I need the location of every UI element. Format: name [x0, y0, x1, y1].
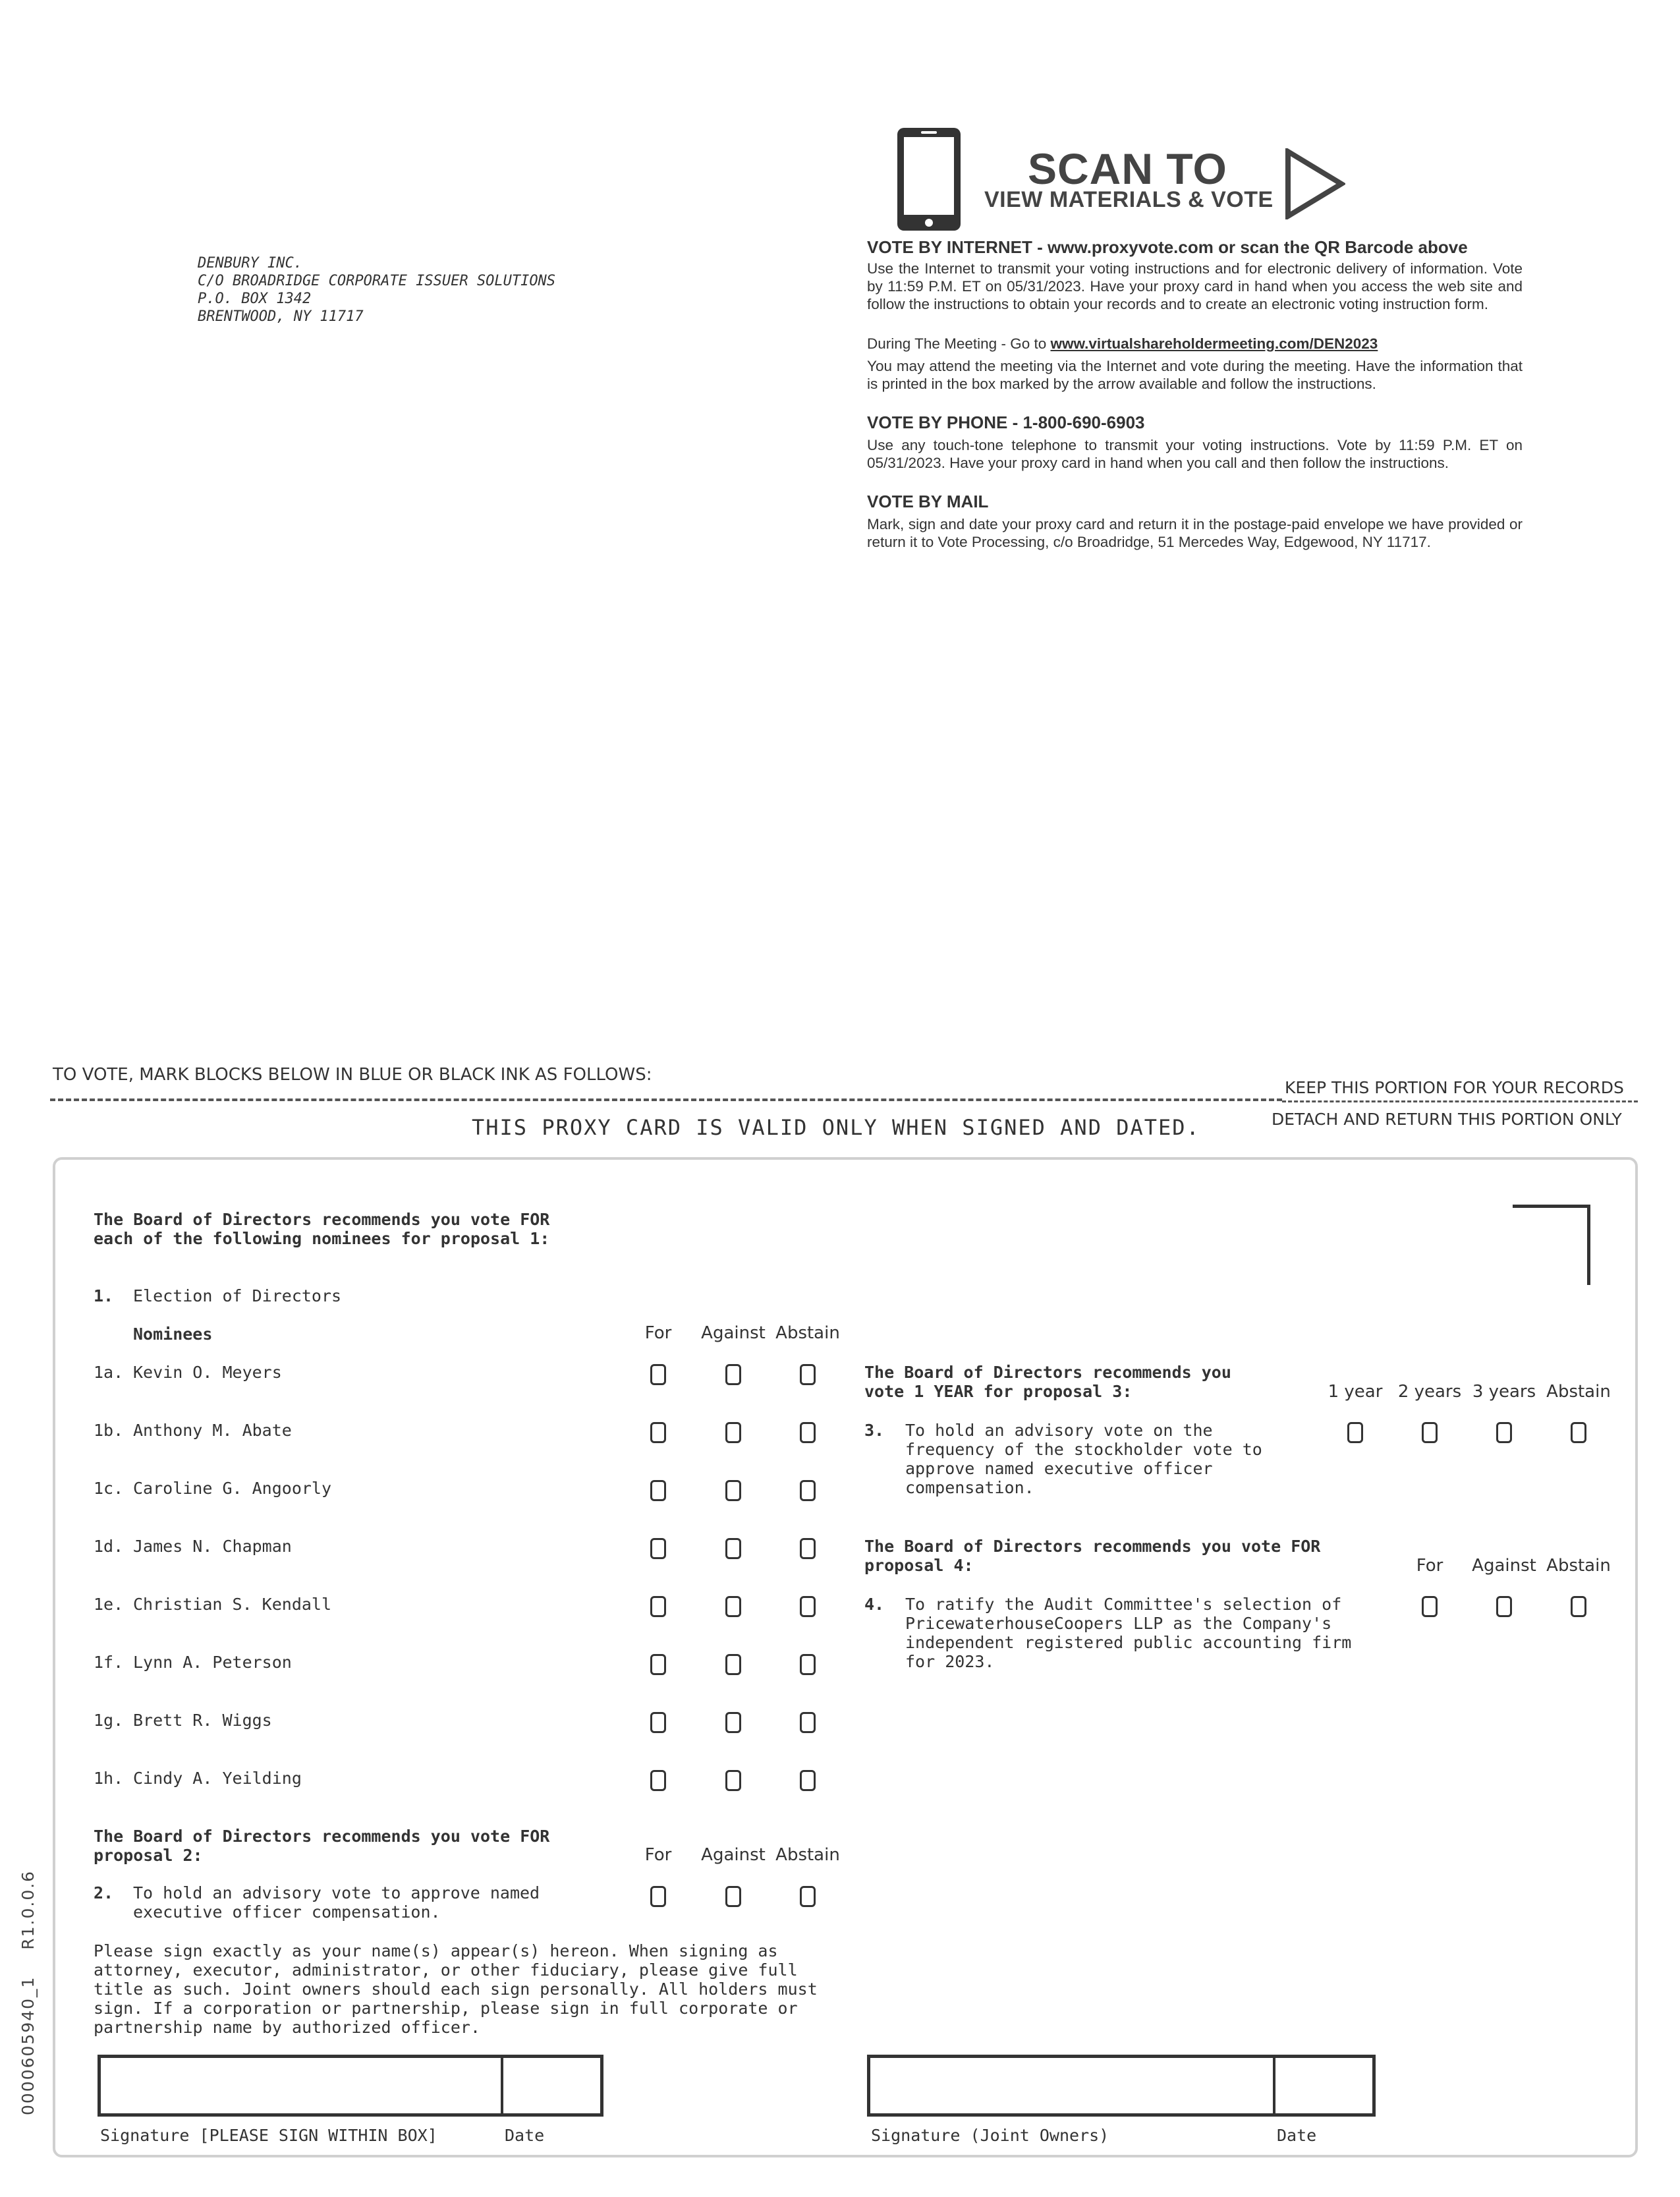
address-line: P.O. BOX 1342 [198, 291, 312, 307]
proposal-3-text: frequency of the stockholder vote to [905, 1440, 1262, 1459]
board-recommendation-3: vote 1 YEAR for proposal 3: [864, 1382, 1133, 1401]
valid-notice: THIS PROXY CARD IS VALID ONLY WHEN SIGNED AND DATED. [472, 1115, 1200, 1140]
vote-abstain-checkbox[interactable] [800, 1538, 816, 1559]
address-line: C/O BROADRIDGE CORPORATE ISSUER SOLUTIONS [198, 273, 556, 289]
vote-for-checkbox[interactable] [650, 1538, 666, 1559]
nominee-name: Caroline G. Angoorly [133, 1479, 332, 1498]
board-recommendation-2: proposal 2: [94, 1846, 203, 1865]
signing-instruction: title as such. Joint owners should each sign personally. All holders must [94, 1980, 818, 1999]
nominee-name: Christian S. Kendall [133, 1595, 332, 1614]
mail-text: Mark, sign and date your proxy card and return it in the postage-paid envelope we have provided or return it to Vote Processing, c/o Broadridge, 51 Mercedes Way, Edgewood, NY 11717. [867, 516, 1523, 550]
vote-against-checkbox[interactable] [725, 1654, 741, 1675]
vote-2-years-checkbox[interactable] [1422, 1422, 1438, 1443]
address-line: BRENTWOOD, NY 11717 [198, 308, 364, 325]
proposal-2-text: To hold an advisory vote to approve named [133, 1883, 540, 1902]
proposal-2-text: executive officer compensation. [133, 1902, 441, 1922]
form-id-code: 0000605940_1 R1.0.0.6 [18, 1869, 38, 2115]
proposal-3-text: To hold an advisory vote on the [905, 1421, 1213, 1440]
meeting-text: You may attend the meeting via the Internet and vote during the meeting. Have the information that is printed in the box marked by the arrow available and follow the instructions. [867, 358, 1523, 392]
vote-for-checkbox[interactable] [650, 1422, 666, 1443]
vote-1-year-checkbox[interactable] [1347, 1422, 1363, 1443]
board-recommendation-1: The Board of Directors recommends you vote FOR [94, 1210, 550, 1229]
play-triangle-icon [1285, 148, 1345, 219]
joint-date-label: Date [1277, 2126, 1317, 2145]
proposal-number: 2. [94, 1883, 114, 1902]
meeting-url-link[interactable]: www.virtualshareholdermeeting.com/DEN2023 [1050, 335, 1378, 352]
nominee-name: Cindy A. Yeilding [133, 1769, 302, 1788]
vote-abstain-checkbox[interactable] [800, 1596, 816, 1617]
nominee-name: Lynn A. Peterson [133, 1653, 292, 1672]
date-label: Date [505, 2126, 545, 2145]
proposal-3-text: approve named executive officer [905, 1459, 1213, 1478]
column-header-1-year: 1 year [1328, 1382, 1383, 1402]
vote-for-checkbox[interactable] [1422, 1596, 1438, 1617]
column-header-abstain: Abstain [775, 1845, 840, 1865]
nominee-name: Brett R. Wiggs [133, 1711, 272, 1730]
nominee-id: 1b. [94, 1421, 124, 1440]
column-header-3-years: 3 years [1472, 1382, 1536, 1402]
board-recommendation-4: The Board of Directors recommends you vote FOR [864, 1537, 1321, 1556]
vote-against-checkbox[interactable] [725, 1712, 741, 1733]
nominee-id: 1d. [94, 1537, 124, 1556]
mail-heading: VOTE BY MAIL [867, 492, 989, 511]
proposal-4-text: PricewaterhouseCoopers LLP as the Company's [905, 1614, 1332, 1633]
board-recommendation-3: The Board of Directors recommends you [864, 1363, 1231, 1382]
signing-instruction: Please sign exactly as your name(s) appear(s) hereon. When signing as [94, 1941, 778, 1960]
nominee-id: 1a. [94, 1363, 124, 1382]
signature-label: Signature [PLEASE SIGN WITHIN BOX] [100, 2126, 437, 2145]
board-recommendation-4: proposal 4: [864, 1556, 974, 1575]
mailing-address [198, 254, 555, 326]
signing-instruction: sign. If a corporation or partnership, please sign in full corporate or [94, 1999, 798, 2018]
signature-box[interactable] [98, 2055, 603, 2117]
tear-line [1282, 1100, 1638, 1102]
vote-3-years-checkbox[interactable] [1496, 1422, 1512, 1443]
detach-portion-label: DETACH AND RETURN THIS PORTION ONLY [1272, 1110, 1622, 1129]
joint-signature-box[interactable] [867, 2055, 1376, 2117]
column-header-2-years: 2 years [1397, 1382, 1462, 1402]
proposal-4-text: for 2023. [905, 1652, 995, 1671]
meeting-line: During The Meeting - Go to www.virtualshareholdermeeting.com/DEN2023 [867, 335, 1378, 352]
signing-instruction: partnership name by authorized officer. [94, 2018, 480, 2037]
vote-against-checkbox[interactable] [725, 1596, 741, 1617]
column-header-abstain: Abstain [775, 1323, 840, 1343]
address-line: DENBURY INC. [198, 255, 302, 271]
vote-abstain-checkbox[interactable] [800, 1770, 816, 1791]
nominees-label: Nominees [133, 1325, 213, 1344]
vote-for-checkbox[interactable] [650, 1770, 666, 1791]
proposal-number: 3. [864, 1421, 885, 1440]
vote-against-checkbox[interactable] [725, 1886, 741, 1907]
proposal-4-text: To ratify the Audit Committee's selection of [905, 1595, 1342, 1614]
scan-title: SCAN TO [1028, 144, 1227, 193]
phone-heading: VOTE BY PHONE - 1-800-690-6903 [867, 413, 1145, 432]
vote-abstain-checkbox[interactable] [800, 1422, 816, 1443]
nominee-id: 1g. [94, 1711, 124, 1730]
vote-against-checkbox[interactable] [725, 1422, 741, 1443]
vote-for-checkbox[interactable] [650, 1596, 666, 1617]
vote-abstain-checkbox[interactable] [800, 1364, 816, 1385]
board-recommendation-1: each of the following nominees for proposal 1: [94, 1229, 550, 1248]
vote-against-checkbox[interactable] [1496, 1596, 1512, 1617]
vote-abstain-checkbox[interactable] [800, 1480, 816, 1501]
vote-against-checkbox[interactable] [725, 1364, 741, 1385]
vote-abstain-checkbox[interactable] [1571, 1596, 1586, 1617]
internet-text: Use the Internet to transmit your voting instructions and for electronic delivery of information. Vote by 11:59 P.M. ET on 05/31/2023. Have your proxy card in hand when you access the web site and follow the instructions to obtain your records and to create an electronic voting instruction form. [867, 260, 1523, 312]
vote-against-checkbox[interactable] [725, 1770, 741, 1791]
nominee-id: 1h. [94, 1769, 124, 1788]
scan-subtitle: VIEW MATERIALS & VOTE [984, 187, 1274, 212]
joint-signature-label: Signature (Joint Owners) [871, 2126, 1109, 2145]
vote-for-checkbox[interactable] [650, 1364, 666, 1385]
column-header-against: Against [701, 1323, 766, 1343]
nominee-name: Kevin O. Meyers [133, 1363, 282, 1382]
proposal-4-text: independent registered public accounting firm [905, 1633, 1352, 1652]
vote-for-checkbox[interactable] [650, 1480, 666, 1501]
signing-instruction: attorney, executor, administrator, or other fiduciary, please give full [94, 1960, 798, 1980]
proposal-3-text: compensation. [905, 1478, 1034, 1497]
vote-for-checkbox[interactable] [650, 1654, 666, 1675]
tear-line [50, 1098, 1282, 1101]
vote-abstain-checkbox[interactable] [800, 1712, 816, 1733]
board-recommendation-2: The Board of Directors recommends you vote FOR [94, 1827, 550, 1846]
column-header-abstain: Abstain [1546, 1382, 1611, 1402]
proposal-number: 4. [864, 1595, 885, 1614]
vote-for-checkbox[interactable] [650, 1712, 666, 1733]
column-header-for: For [1416, 1556, 1443, 1576]
vote-against-checkbox[interactable] [725, 1538, 741, 1559]
vote-against-checkbox[interactable] [725, 1480, 741, 1501]
keep-portion-label: KEEP THIS PORTION FOR YOUR RECORDS [1285, 1078, 1624, 1097]
internet-heading: VOTE BY INTERNET - www.proxyvote.com or scan the QR Barcode above [867, 237, 1468, 257]
to-vote-instruction: TO VOTE, MARK BLOCKS BELOW IN BLUE OR BLACK INK AS FOLLOWS: [53, 1065, 652, 1085]
nominee-id: 1e. [94, 1595, 124, 1614]
nominee-name: James N. Chapman [133, 1537, 292, 1556]
proposal-1-title: Election of Directors [133, 1286, 342, 1305]
column-header-for: For [644, 1845, 672, 1865]
column-header-against: Against [1472, 1556, 1536, 1576]
smartphone-icon [896, 127, 962, 232]
signature-date-divider [1273, 2055, 1275, 2117]
column-header-for: For [644, 1323, 672, 1343]
nominee-name: Anthony M. Abate [133, 1421, 292, 1440]
corner-mark [1513, 1205, 1590, 1285]
vote-abstain-checkbox[interactable] [800, 1654, 816, 1675]
proposal-number: 1. [94, 1286, 114, 1305]
vote-for-checkbox[interactable] [650, 1886, 666, 1907]
vote-abstain-checkbox[interactable] [1571, 1422, 1586, 1443]
signature-date-divider [501, 2055, 503, 2117]
column-header-abstain: Abstain [1546, 1556, 1611, 1576]
column-header-against: Against [701, 1845, 766, 1865]
vote-abstain-checkbox[interactable] [800, 1886, 816, 1907]
phone-text: Use any touch-tone telephone to transmit your voting instructions. Vote by 11:59 P.M. ET on 05/31/2023. Have your proxy card in hand when you call and then follow the instructions. [867, 437, 1523, 471]
nominee-id: 1f. [94, 1653, 124, 1672]
nominee-id: 1c. [94, 1479, 124, 1498]
